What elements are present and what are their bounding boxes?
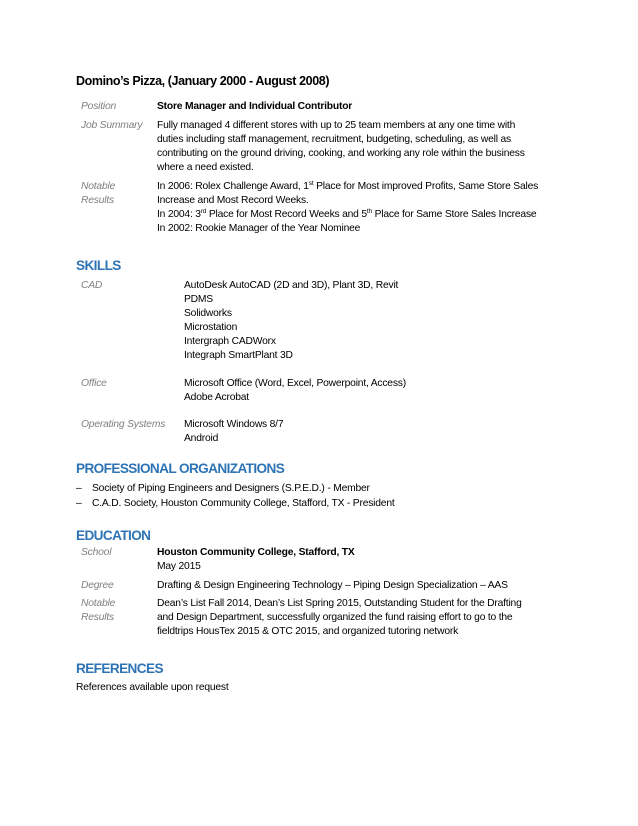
degree-value: Drafting & Design Engineering Technology – Piping Design Specialization – AAS [157,580,508,591]
job-summary-line: Fully managed 4 different stores with up to 25 team members at any one time with [157,120,516,131]
references-text: References available upon request [76,682,229,693]
superscript: th [366,208,372,215]
job-heading: Domino’s Pizza, (January 2000 - August 2008) [76,74,330,88]
job-summary-line: contributing on the ground driving, cooking, and working any role within the business [157,148,525,159]
job-summary-line: duties including staff management, recruitment, budgeting, scheduling, as well as [157,134,511,145]
bullet-dash: – [76,483,82,494]
skill-item: Microsoft Office (Word, Excel, Powerpoint, Access) [184,378,406,389]
position-label: Position [81,101,117,112]
position-value: Store Manager and Individual Contributor [157,101,353,112]
job-result-line [157,208,536,222]
text: In 2004: 3 [157,209,201,220]
cad-label: CAD [81,280,103,291]
edu-results-label: Notable [81,598,116,609]
org-item: C.A.D. Society, Houston Community College, Stafford, TX - President [92,498,395,509]
job-summary-label: Job Summary [81,120,143,131]
school-date: May 2015 [157,561,201,572]
edu-result-line: fieldtrips HousTex 2015 & OTC 2015, and organized tutoring network [157,626,459,637]
skill-item: Microsoft Windows 8/7 [184,419,284,430]
skill-item: PDMS [184,294,213,305]
text: Place for Same Store Sales Increase [371,209,537,220]
edu-result-line: and Design Department, successfully organized the fund raising effort to go to the [157,612,513,623]
skill-item: Integraph SmartPlant 3D [184,350,293,361]
job-summary-line: where a need existed. [157,162,254,173]
text: In 2006: Rolex Challenge Award, 1 [157,181,309,192]
superscript: rd [200,208,207,215]
job-result-line: In 2002: Rookie Manager of the Year Nominee [157,223,361,234]
edu-results-label: Results [81,612,114,623]
degree-label: Degree [81,580,114,591]
bullet-dash: – [76,498,82,509]
job-results-label: Results [81,195,114,206]
skill-item: Microstation [184,322,238,333]
skills-heading: SKILLS [76,258,121,273]
skill-item: Adobe Acrobat [184,392,249,403]
skill-item: Android [184,433,219,444]
office-label: Office [81,378,107,389]
superscript: st [308,180,314,187]
job-result-line [157,180,538,194]
orgs-heading: PROFESSIONAL ORGANIZATIONS [76,461,285,476]
skill-item: Solidworks [184,308,232,319]
school-label: School [81,547,112,558]
skill-item: AutoDesk AutoCAD (2D and 3D), Plant 3D, Revit [184,280,399,291]
job-result-line: Increase and Most Record Weeks. [157,195,309,206]
edu-result-line: Dean’s List Fall 2014, Dean’s List Spring 2015, Outstanding Student for the Drafting [157,598,522,609]
references-heading: REFERENCES [76,661,163,676]
education-heading: EDUCATION [76,528,151,543]
os-label: Operating Systems [81,419,166,430]
skill-item: Intergraph CADWorx [184,336,276,347]
text: Place for Most improved Profits, Same Store Sales [313,181,539,192]
text: Place for Most Record Weeks and 5 [206,209,367,220]
org-item: Society of Piping Engineers and Designers (S.P.E.D.) - Member [92,483,370,494]
job-results-label: Notable [81,181,116,192]
school-name: Houston Community College, Stafford, TX [157,547,355,558]
